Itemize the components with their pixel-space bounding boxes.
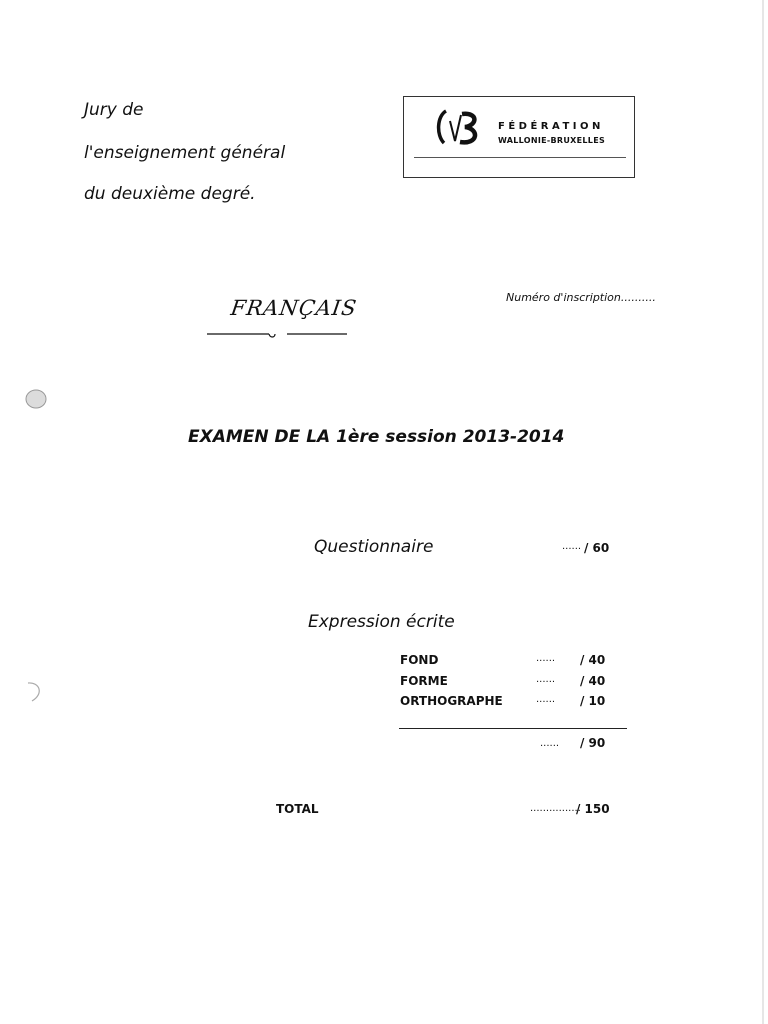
questionnaire-label: Questionnaire — [314, 537, 434, 557]
exam-title: EXAMEN DE LA 1ère session 2013-2014 — [188, 427, 565, 447]
questionnaire-score-blank: ...... — [562, 541, 582, 552]
questionnaire-max: / 60 — [584, 541, 610, 555]
subject-label: FRANÇAIS — [229, 296, 359, 320]
logo-divider — [414, 157, 626, 158]
page-edge — [762, 0, 764, 1024]
score-row-label-forme: FORME — [400, 674, 448, 688]
total-max: / 150 — [576, 802, 610, 816]
subject-underline — [207, 332, 347, 340]
subtotal-blank: ...... — [540, 738, 560, 749]
punch-hole-mark — [22, 680, 46, 704]
jury-line-3: du deuxième degré. — [84, 184, 256, 204]
score-row-blank-fond: ...... — [536, 653, 556, 664]
jury-line-1: Jury de — [84, 100, 144, 120]
total-blank: ................ — [530, 803, 581, 814]
score-row-label-orthographe: ORTHOGRAPHE — [400, 694, 503, 708]
total-label: TOTAL — [276, 802, 319, 816]
expression-label: Expression écrite — [308, 612, 455, 632]
score-row-max-orthographe: / 10 — [580, 694, 606, 708]
logo-text-federation: FÉDÉRATION — [498, 121, 604, 132]
fwb-logo-icon — [432, 107, 482, 147]
score-row-max-forme: / 40 — [580, 674, 606, 688]
score-row-blank-orthographe: ...... — [536, 694, 556, 705]
score-row-blank-forme: ...... — [536, 674, 556, 685]
registration-number-field: Numéro d'inscription.......... — [506, 291, 656, 304]
score-row-label-fond: FOND — [400, 653, 439, 667]
federation-logo — [403, 96, 635, 178]
subject-handwritten — [207, 292, 359, 340]
subtotal-max: / 90 — [580, 736, 606, 750]
punch-hole-mark — [24, 388, 48, 410]
jury-line-2: l'enseignement général — [84, 143, 286, 163]
logo-text-wallonie: WALLONIE-BRUXELLES — [498, 136, 606, 145]
score-row-max-fond: / 40 — [580, 653, 606, 667]
subtotal-divider — [399, 728, 627, 729]
